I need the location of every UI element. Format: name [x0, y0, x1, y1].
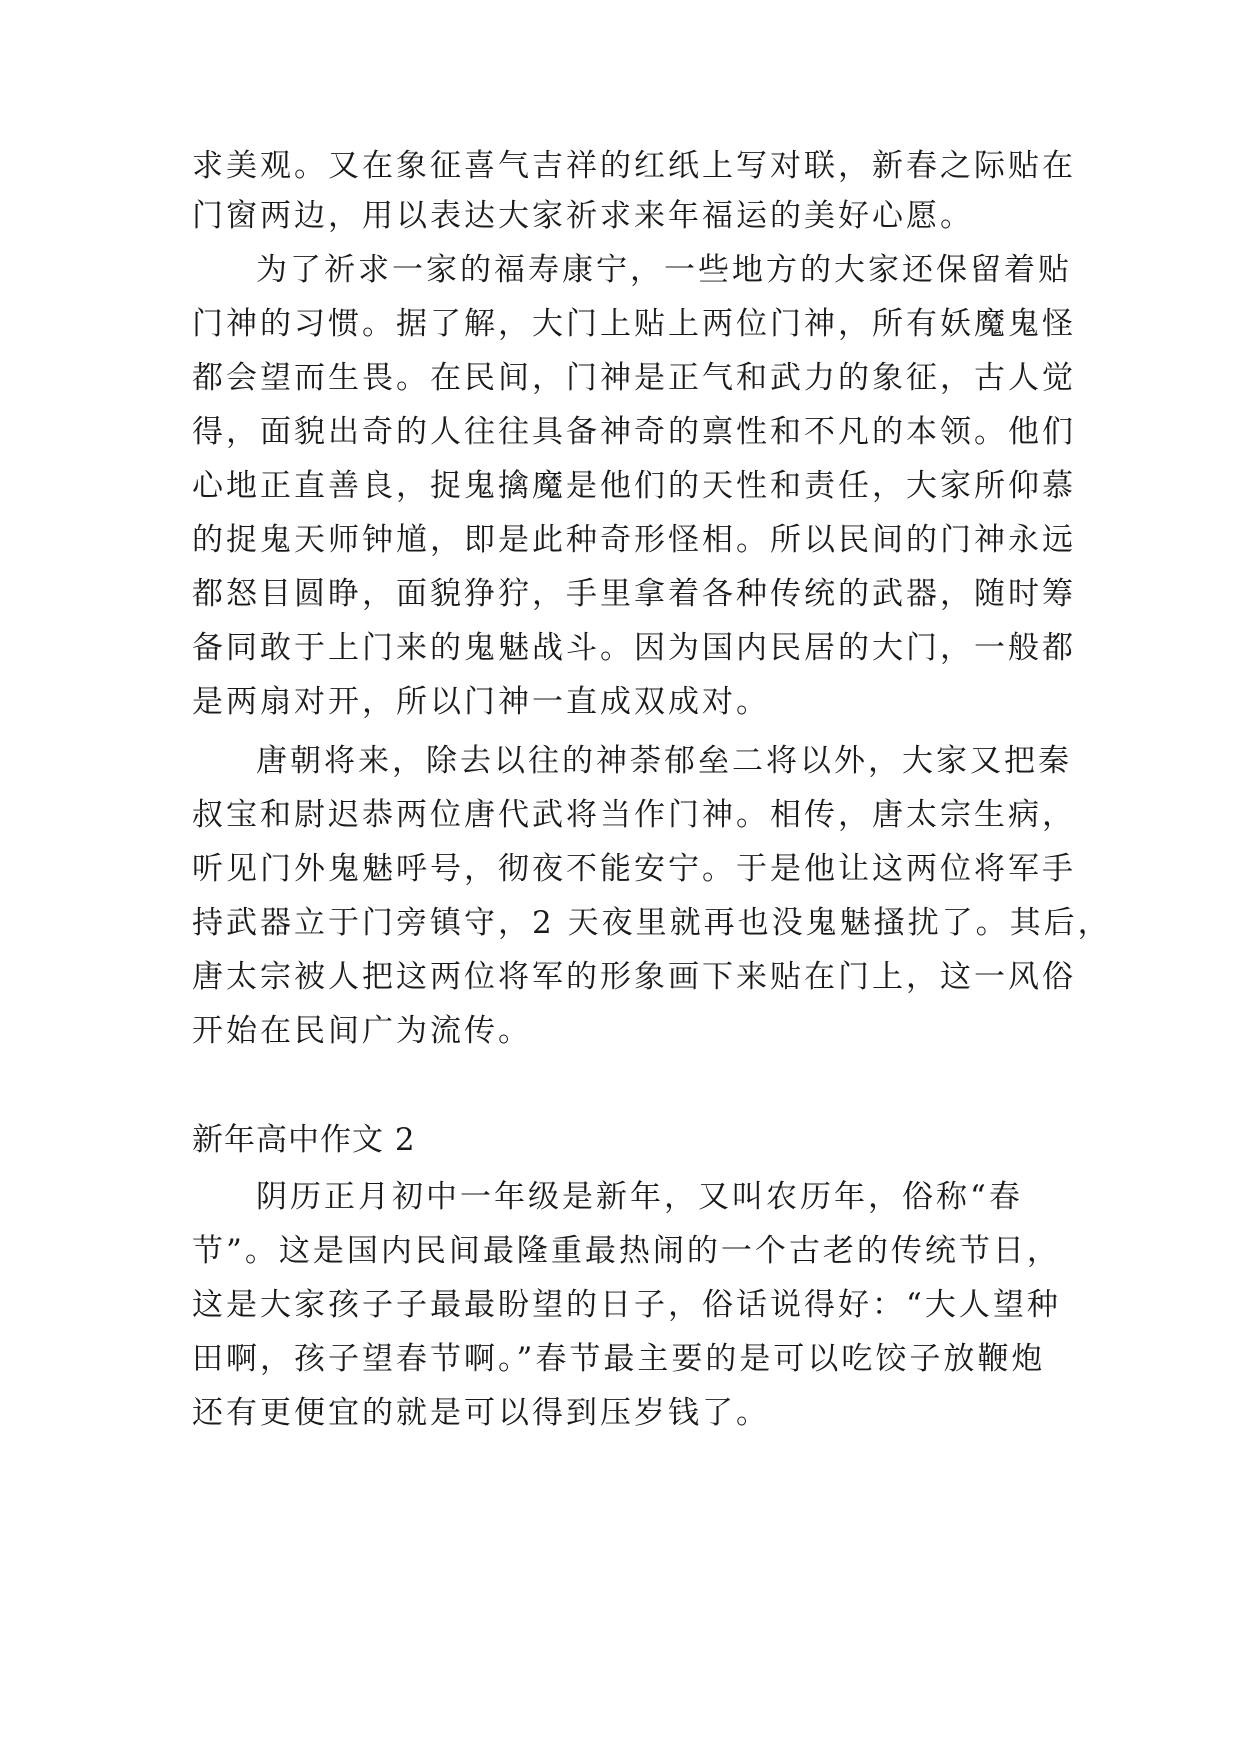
text-line: 这是大家孩子子最最盼望的日子，俗话说得好：“大人望种 — [192, 1287, 1061, 1323]
text-line: 备同敢于上门来的鬼魅战斗。因为国内民居的大门，一般都 — [192, 630, 1076, 666]
text-line: 都会望而生畏。在民间，门神是正气和武力的象征，古人觉 — [192, 360, 1076, 396]
text-line: 阴历正月初中一年级是新年，又叫农历年，俗称“春 — [256, 1179, 1023, 1215]
text-line: 唐朝将来，除去以往的神荼郁垒二将以外，大家又把秦 — [256, 743, 1072, 779]
text-line: 都怒目圆睁，面貌狰狞，手里拿着各种传统的武器，随时筹 — [192, 576, 1076, 612]
text-line: 的捉鬼天师钟馗，即是此种奇形怪相。所以民间的门神永远 — [192, 522, 1076, 558]
text-line: 开始在民间广为流传。 — [192, 1013, 532, 1049]
text-line: 是两扇对开，所以门神一直成双成对。 — [192, 684, 770, 720]
text-line: 持武器立于门旁镇守，2 天夜里就再也没鬼魅搔扰了。其后， — [192, 905, 1112, 941]
text-line: 得，面貌出奇的人往往具备神奇的禀性和不凡的本领。他们 — [192, 414, 1076, 450]
text-line: 门神的习惯。据了解，大门上贴上两位门神，所有妖魔鬼怪 — [192, 306, 1076, 342]
text-line: 还有更便宜的就是可以得到压岁钱了。 — [192, 1395, 770, 1431]
text-line: 唐太宗被人把这两位将军的形象画下来贴在门上，这一风俗 — [192, 959, 1076, 995]
text-line: 门窗两边，用以表达大家祈求来年福运的美好心愿。 — [192, 198, 974, 234]
text-line: 为了祈求一家的福寿康宁，一些地方的大家还保留着贴 — [256, 252, 1072, 288]
text-line: 田啊，孩子望春节啊。”春节最主要的是可以吃饺子放鞭炮 — [192, 1341, 1046, 1377]
text-line: 听见门外鬼魅呼号，彻夜不能安宁。于是他让这两位将军手 — [192, 851, 1076, 887]
text-line: 求美观。又在象征喜气吉祥的红纸上写对联，新春之际贴在 — [192, 148, 1076, 184]
text-line: 心地正直善良，捉鬼擒魔是他们的天性和责任，大家所仰慕 — [192, 468, 1076, 504]
text-line: 节”。这是国内民间最隆重最热闹的一个古老的传统节日， — [192, 1233, 1061, 1269]
text-line: 叔宝和尉迟恭两位唐代武将当作门神。相传，唐太宗生病， — [192, 797, 1076, 833]
section-heading: 新年高中作文 2 — [192, 1122, 416, 1158]
